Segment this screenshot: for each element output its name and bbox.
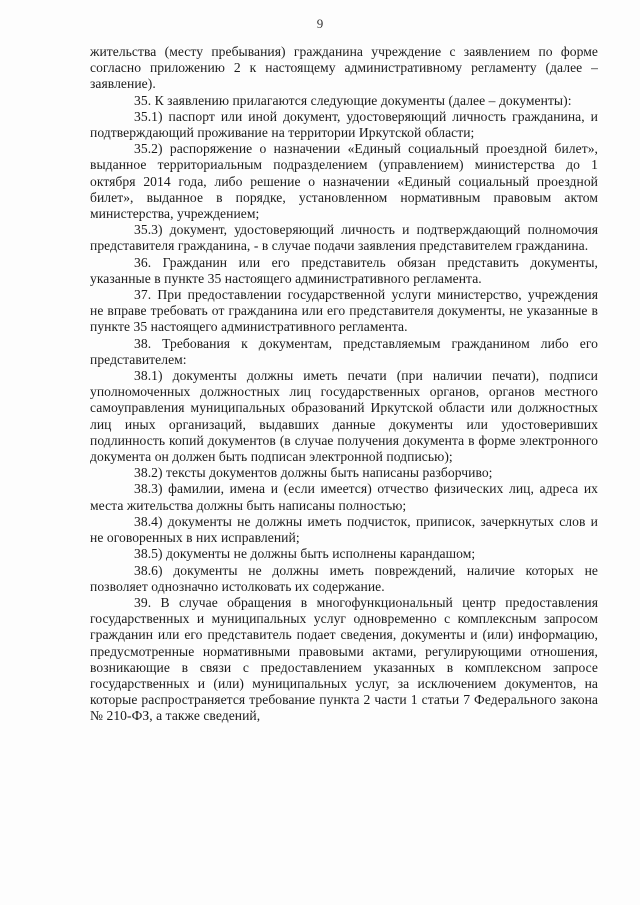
- paragraph: 38.4) документы не должны иметь подчисток, приписок, зачеркнутых слов и не оговоренных в них исправлений;: [90, 513, 598, 546]
- paragraph: 35.3) документ, удостоверяющий личность и подтверждающий полномочия представителя гражданина, - в случае подачи заявления представителем гражданина.: [90, 222, 598, 254]
- page-number: 9: [316, 16, 324, 31]
- paragraph: 37. При предоставлении государственной услуги министерство, учреждения не вправе требовать от гражданина или его представителя документы, не указанные в пункте 35 настоящего административного регламента.: [90, 287, 598, 335]
- paragraph: 38. Требования к документам, представляемым гражданином либо его представителем:: [90, 335, 598, 367]
- document-body: [90, 44, 598, 725]
- paragraph: 35.2) распоряжение о назначении «Единый социальный проездной билет», выданное территориальным подразделением (управлением) министерства до 1 октября 2014 года, либо решение о назначении «Единый социальный проездной билет», выданное в порядке, установленном нормативным правовым актом министерства, учреждением;: [90, 141, 598, 222]
- paragraph: 35.1) паспорт или иной документ, удостоверяющий личность гражданина, и подтверждающий проживание на территории Иркутской области;: [90, 108, 598, 141]
- paragraph: 38.1) документы должны иметь печати (при наличии печати), подписи уполномоченных должностных лиц государственных органов, органов местного самоуправления муниципальных образований Иркутской области или должностных лиц иных организаций, выдавших данные документы или удостоверивших подлинность копий документов (в случае получения документа в форме электронного документа он должен быть подписан электронной подписью);: [90, 368, 598, 465]
- paragraph: 38.5) документы не должны быть исполнены карандашом;: [134, 546, 476, 562]
- paragraph: 36. Гражданин или его представитель обязан представить документы, указанные в пункте 35 настоящего административного регламента.: [90, 254, 598, 286]
- paragraph: 38.6) документы не должны иметь повреждений, наличие которых не позволяет однозначно истолковать их содержание.: [90, 562, 598, 594]
- paragraph: 39. В случае обращения в многофункциональный центр предоставления государственных и муниципальных услуг одновременно с комплексным запросом гражданин или его представитель подает сведения, документы и (или) информацию, предусмотренные нормативными правовыми актами, регулирующими отношения, возникающие в связи с предоставлением указанных в комплексном запросе государственных и (или) муниципальных услуг, за исключением документов, на которые распространяется требование пункта 2 части 1 статьи 7 Федерального закона № 210-ФЗ, а также сведений,: [90, 594, 598, 724]
- paragraph: жительства (месту пребывания) гражданина учреждение с заявлением по форме согласно приложению 2 к настоящему административному регламенту (далее – заявление).: [90, 44, 598, 92]
- paragraph: 35. К заявлению прилагаются следующие документы (далее – документы):: [134, 92, 572, 108]
- paragraph: 38.2) тексты документов должны быть написаны разборчиво;: [134, 465, 493, 481]
- paragraph: 38.3) фамилии, имена и (если имеется) отчество физических лиц, адреса их места жительства должны быть написаны полностью;: [90, 481, 598, 513]
